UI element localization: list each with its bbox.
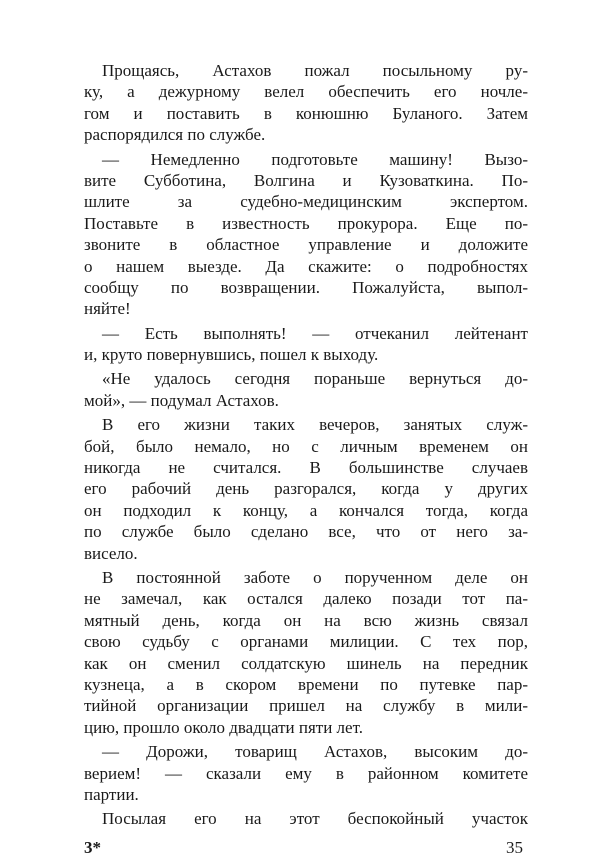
text-line: — Дорожи, товарищ Астахов, высоким до- xyxy=(102,742,528,762)
text-line: партии. xyxy=(84,784,139,804)
book-page-text xyxy=(84,60,528,833)
paragraph xyxy=(84,60,528,146)
text-line: — Немедленно подготовьте машину! Вызо- xyxy=(102,149,528,169)
text-line: ку, а дежурному велел обеспечить его ночле- xyxy=(84,82,528,102)
paragraph xyxy=(84,808,528,829)
text-line: гом и поставить в конюшню Буланого. Затем xyxy=(84,103,528,123)
text-line: по службе было сделано все, что от него за- xyxy=(84,522,528,542)
text-line: «Не удалось сегодня пораньше вернуться до- xyxy=(102,369,528,389)
text-line: как он сменил солдатскую шинель на передник xyxy=(84,653,528,673)
text-line: никогда не считался. В большинстве случаев xyxy=(84,458,528,478)
text-line: няйте! xyxy=(84,299,131,319)
text-line: — Есть выполнять! — отчеканил лейтенант xyxy=(102,323,528,343)
text-line: Посылая его на этот беспокойный участок xyxy=(102,809,528,829)
text-line: и, круто повернувшись, пошел к выходу. xyxy=(84,345,379,365)
text-line: вите Субботина, Волгина и Кузоваткина. По- xyxy=(84,170,528,190)
text-line: мой», — подумал Астахов. xyxy=(84,390,279,410)
paragraph xyxy=(84,741,528,805)
text-line: не замечал, как остался далеко позади тот па- xyxy=(84,589,528,609)
text-line: его рабочий день разгорался, когда у других xyxy=(84,479,528,499)
text-line: звоните в областное управление и доложите xyxy=(84,235,528,255)
text-line: В постоянной заботе о порученном деле он xyxy=(102,567,528,587)
paragraph xyxy=(84,323,528,366)
text-line: свою судьбу с органами милиции. С тех пор, xyxy=(84,632,528,652)
text-line: мятный день, когда он на всю жизнь связал xyxy=(84,610,528,630)
text-line: сообщу по возвращении. Пожалуйста, выпол- xyxy=(84,277,528,297)
text-line: распорядился по службе. xyxy=(84,125,266,145)
text-line: В его жизни таких вечеров, занятых служ- xyxy=(102,415,528,435)
text-line: Поставьте в известность прокурора. Еще по- xyxy=(84,213,528,233)
paragraph xyxy=(84,414,528,564)
paragraph xyxy=(84,567,528,738)
page-number: 35 xyxy=(506,838,523,857)
text-line: бой, было немало, но с личным временем он xyxy=(84,436,528,456)
text-line: Прощаясь, Астахов пожал посыльному ру- xyxy=(102,61,528,80)
signature-mark: 3* xyxy=(84,838,101,857)
text-line: висело. xyxy=(84,543,138,563)
text-line: шлите за судебно-медицинским экспертом. xyxy=(84,192,528,212)
text-line: он подходил к концу, а кончался тогда, когда xyxy=(84,500,528,520)
paragraph xyxy=(84,368,528,411)
text-line: тийной организации пришел на службу в мили- xyxy=(84,696,528,716)
text-line: кузнеца, а в скором времени по путевке пар- xyxy=(84,674,528,694)
text-line: верием! — сказали ему в районном комитете xyxy=(84,763,528,783)
text-line: о нашем выезде. Да скажите: о подробностях xyxy=(84,256,528,276)
paragraph xyxy=(84,149,528,320)
text-line: цию, прошло около двадцати пяти лет. xyxy=(84,717,363,737)
